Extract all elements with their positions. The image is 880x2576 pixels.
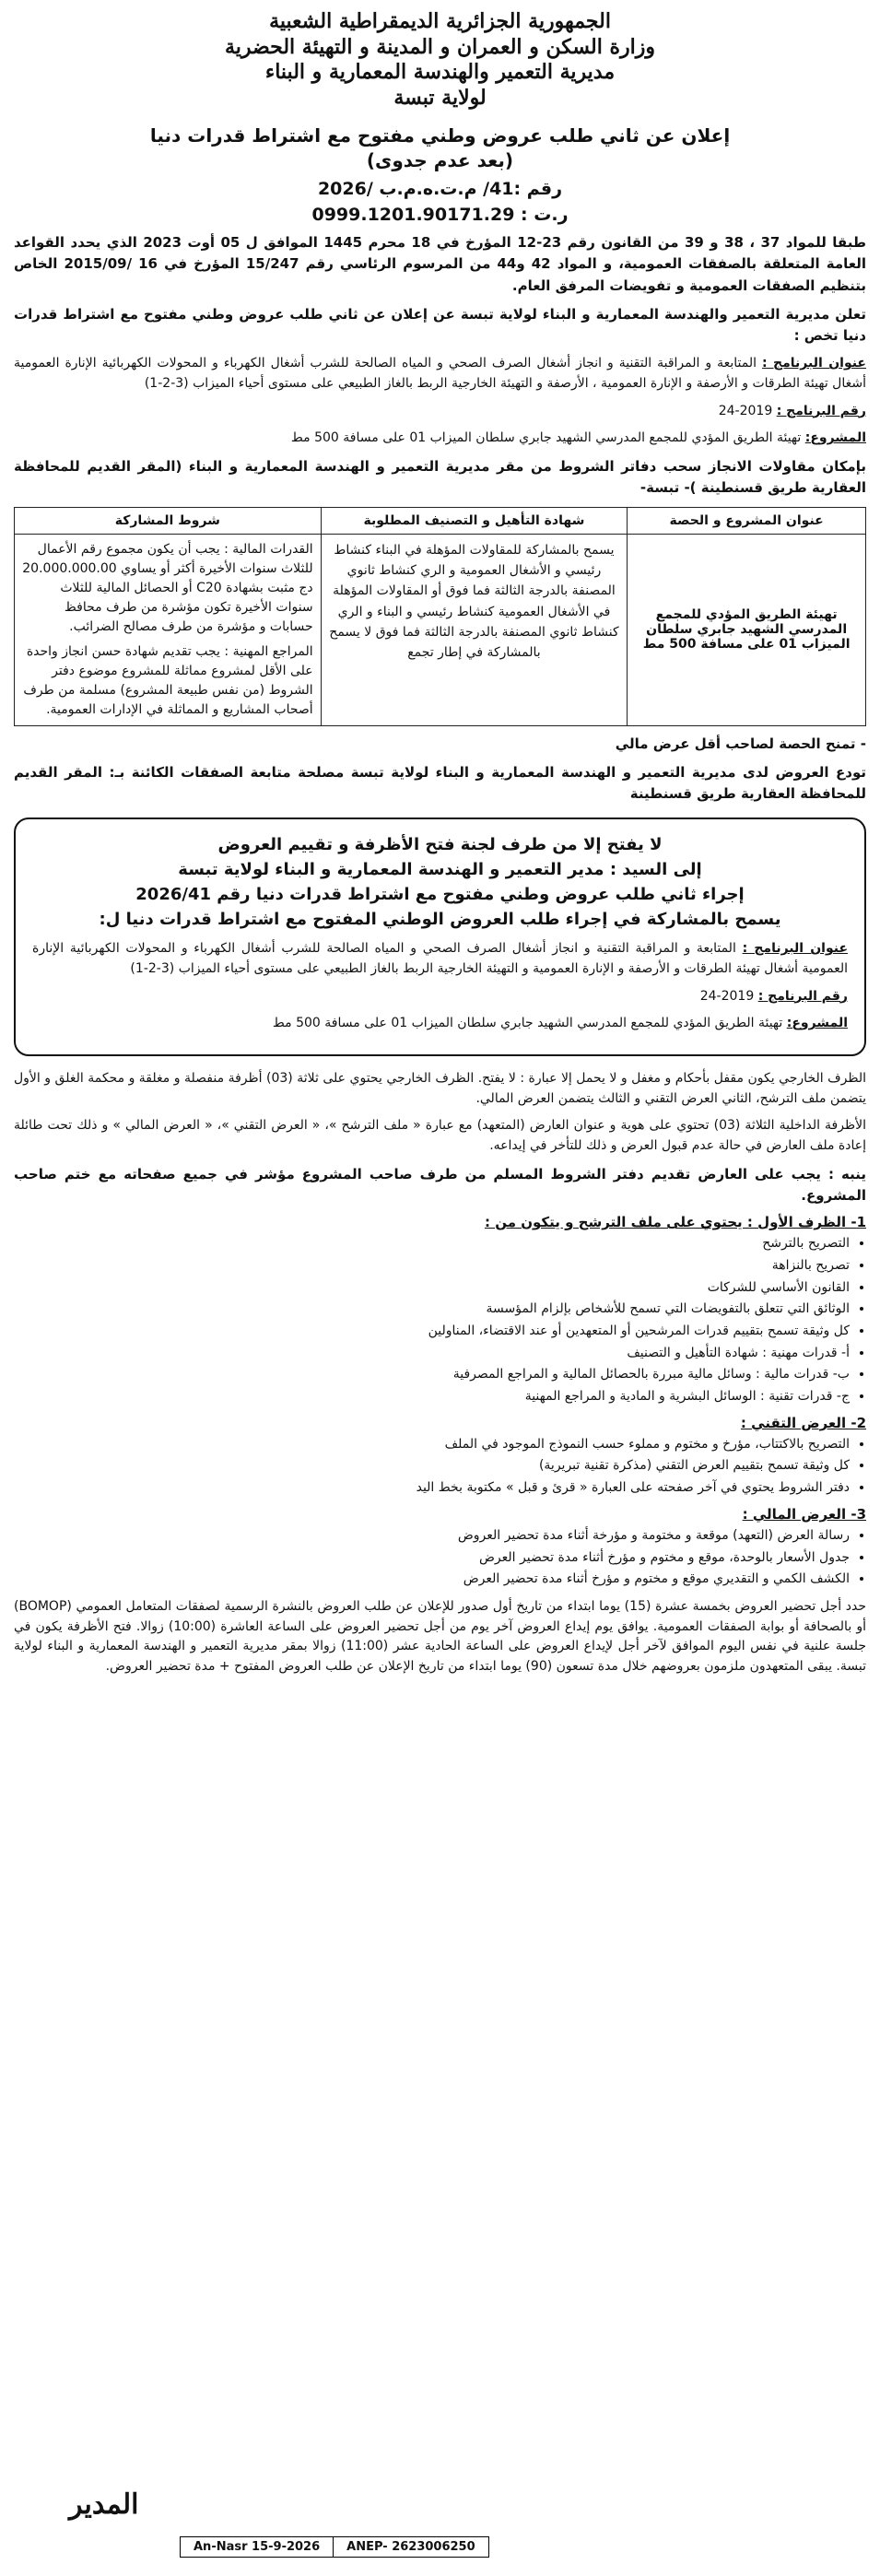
professional-references: المراجع المهنية : يجب تقديم شهادة حسن انجاز واحدة على الأقل لمشروع مماثلة للمشروع موضوع دفتر الشروط (من نفس طبيعة المشروع) مسلمة من طرف أصحاب المشاريع و المماثلة في الإدارات العمومية. bbox=[23, 643, 313, 717]
closing-paragraph: حدد أجل تحضير العروض بخمسة عشرة (15) يوما ابتداء من تاريخ أول صدور للإعلان عن طلب العروض بالنشرة الرسمية لصفقات المتعامل العمومي (BOMOP) أو بالصحافة أو بوابة الصفقات العمومية. يوافق يوم إيداع العروض آخر يوم من أجل تحضير العروض على الساعة العاشرة (10:00) زوالا. فتح الأظرفة يكون في جلسة علنية في نفس اليوم الموافق لآخر أجل لإيداع العروض على الساعة الحادية عشر (11:00) زوالا بمقر مديرية التعمير و الهندسة المعمارية و البناء لولاية تبسة. يبقى المتعهدون ملزمون بعروضهم خلال مدة تسعون (90) يوما ابتداء من تاريخ الإعلان عن طلب العروض المفتوح + مدة تحضير العروض. bbox=[14, 1598, 866, 1674]
announcement-title bbox=[14, 124, 866, 173]
program-block bbox=[14, 354, 866, 394]
anep-reference: ANEP- 2623006250 bbox=[333, 2537, 488, 2557]
announcement-number: رقم :41/ م.ت.ه.م.ب /2026 bbox=[317, 179, 563, 199]
project-text: تهيئة الطريق المؤدي للمجمع المدرسي الشهيد جابري سلطان الميزاب 01 على مسافة 500 مط bbox=[290, 430, 802, 446]
table-header: عنوان المشروع و الحصة bbox=[628, 507, 866, 534]
program-number: 2019-24 bbox=[718, 403, 773, 418]
table-cell-qualification: يسمح بالمشاركة للمقاولات المؤهلة في البناء كنشاط رئيسي و الأشغال العمومية و الري كنشاط ثانوي المصنفة بالدرجة الثالثة فما فوق أو المقاولات المؤهلة في الأشغال العمومية كنشاط رئيسي و البناء و الري كنشاط ثانوي المصنفة بالدرجة الثالثة فما فوق لا يسمح بالمشاركة في إطار تجمع bbox=[321, 534, 628, 725]
table-header: شروط المشاركة bbox=[15, 507, 322, 534]
box-project-label: المشروع: bbox=[786, 1016, 848, 1031]
list-item: • التصريح بالاكتتاب، مؤرخ و مختوم و مملوء حسب النموذج الموجود في الملف bbox=[14, 1435, 850, 1455]
table-header: شهادة التأهيل و التصنيف المطلوبة bbox=[321, 507, 628, 534]
box-project bbox=[32, 1014, 848, 1034]
program-label: عنوان البرنامج : bbox=[762, 356, 867, 371]
newspaper-reference: An-Nasr 15-9-2026 bbox=[194, 2540, 321, 2554]
list-item: • أ- قدرات مهنية : شهادة التأهيل و التصنيف bbox=[14, 1344, 850, 1364]
candidacy-list bbox=[14, 1234, 866, 1407]
envelope-paragraph: الظرف الخارجي يكون مقفل بأحكام و مغفل و لا يحمل إلا عبارة : لا يفتح. الظرف الخارجي يحتوي على ثلاثة (03) أظرفة منفصلة و مغلقة و محكمة الغلق و الأول يتضمن ملف الترشح، الثاني العرض التقني و الثالث يتضمن العرض المالي. bbox=[14, 1071, 866, 1106]
title-text: إعلان عن ثاني طلب عروض وطني مفتوح مع اشتراط قدرات دنيا bbox=[149, 124, 731, 147]
box-program-number-value: 2019-24 bbox=[699, 988, 755, 1004]
withdrawal-location: بإمكان مقاولات الانجاز سحب دفاتر الشروط من مقر مديرية التعمير و الهندسة المعمارية و البناء (المقر القديم للمحافظة العقارية طريق قسنطينة )- تبسة- bbox=[14, 458, 866, 497]
note-paragraph: ينبه : يجب على العارض تقديم دفتر الشروط المسلم من طرف صاحب المشروع مؤشر في جميع صفحاته مع ختم صاحب المشروع. bbox=[14, 1165, 866, 1204]
box-line-2: إلى السيد : مدير التعمير و الهندسة المعمارية و البناء لولاية تبسة bbox=[178, 860, 702, 880]
header-line-3: مديرية التعمير والهندسة المعمارية و البناء bbox=[264, 60, 616, 84]
list-item: • دفتر الشروط يحتوي في آخر صفحته على العبارة « قرئ و قبل » مكتوبة بخط اليد bbox=[14, 1478, 850, 1499]
list-item: • كل وثيقة تسمح بتقييم قدرات المرشحين أو المتعهدين أو عند الاقتضاء، المناولين bbox=[14, 1322, 850, 1342]
list-item: • تصريح بالنزاهة bbox=[14, 1256, 850, 1276]
table-cell-project: تهيئة الطريق المؤدي للمجمع المدرسي الشهيد جابري سلطان الميزاب 01 على مسافة 500 مط bbox=[628, 534, 866, 725]
box-program-number bbox=[32, 987, 848, 1007]
award-note: - تمنح الحصة لصاحب أقل عرض مالي bbox=[615, 735, 866, 752]
header-line-2: وزارة السكن و العمران و المدينة و التهيئة الحضرية bbox=[224, 34, 655, 59]
box-program-label: عنوان البرنامج : bbox=[742, 941, 849, 957]
list-item: • ج- قدرات تقنية : الوسائل البشرية و المادية و المراجع المهنية bbox=[14, 1387, 850, 1407]
technical-title: 2- العرض التقني : bbox=[740, 1414, 866, 1431]
table-row bbox=[15, 534, 866, 725]
box-project-text: تهيئة الطريق المؤدي للمجمع المدرسي الشهيد جابري سلطان الميزاب 01 على مسافة 500 مط bbox=[272, 1016, 783, 1031]
technical-list bbox=[14, 1435, 866, 1499]
intro-paragraph: طبقا للمواد 37 ، 38 و 39 من القانون رقم 23-12 المؤرخ في 18 محرم 1445 الموافق ل 05 أوت 2023 الذي يحدد القواعد العامة المتعلقة بالصفقات العمومية، و المواد 42 و44 من المرسوم الرئاسي رقم 15/247 المؤرخ في 16 /2015/09 الخاص بتنظيم الصفقات العمومية و تفويضات المرفق العام. bbox=[14, 234, 866, 294]
program-number-block bbox=[14, 402, 866, 422]
director-signature: المدير bbox=[69, 2488, 139, 2521]
box-line-1: لا يفتح إلا من طرف لجنة فتح الأظرفة و تقييم العروض bbox=[217, 835, 663, 855]
financial-list bbox=[14, 1526, 866, 1590]
table-header-row bbox=[15, 507, 866, 534]
list-item: • كل وثيقة تسمح بتقييم العرض التقني (مذكرة تقنية تبريرية) bbox=[14, 1456, 850, 1476]
list-item: • القانون الأساسي للشركات bbox=[14, 1278, 850, 1299]
box-line-4: يسمح بالمشاركة في إجراء طلب العروض الوطني المفتوح مع اشتراط قدرات دنيا ل: bbox=[99, 910, 781, 930]
list-item: • جدول الأسعار بالوحدة، موقع و مختوم و مؤرخ أثناء مدة تحضير العرض bbox=[14, 1548, 850, 1569]
box-program bbox=[32, 939, 848, 979]
announcement-rt: ر.ت : 0999.1201.90171.29 bbox=[311, 205, 569, 225]
header-line-1: الجمهورية الجزائرية الديمقراطية الشعبية bbox=[269, 9, 611, 33]
program-text: المتابعة و المراقبة التقنية و انجاز أشغال الصرف الصحي و المياه الصالحة للشرب أشغال الكهرباء و المحولات الكهربائية الإنارة العمومية أشغال تهيئة الطرقات و الأرصفة و الإنارة العمومية ، الأرصفة و التهيئة الخارجية الربط بالغاز الطبيعي على مستوى أحياء الميزاب (3-2-1) bbox=[14, 356, 866, 391]
envelope-box bbox=[14, 817, 866, 1056]
deposit-paragraph: تودع العروض لدى مديرية التعمير و الهندسة المعمارية و البناء لولاية تبسة مصلحة متابعة الصفقات الكائنة بـ: المقر القديم للمحافظة العقارية طريق قسنطينة bbox=[14, 763, 866, 802]
list-item: • الوثائق التي تتعلق بالتفويضات التي تسمح للأشخاص بإلزام المؤسسة bbox=[14, 1300, 850, 1320]
box-program-number-label: رقم البرنامج : bbox=[757, 988, 848, 1004]
list-item: • ب- قدرات مالية : وسائل مالية مبررة بالحصائل المالية و المراجع المصرفية bbox=[14, 1365, 850, 1385]
project-block bbox=[14, 429, 866, 449]
announcement-paragraph: تعلن مديرية التعمير والهندسة المعمارية و البناء لولاية تبسة عن إعلان عن ثاني طلب عروض وطني مفتوح مع اشتراط قدرات دنيا تخص : bbox=[14, 305, 866, 344]
table-cell-conditions bbox=[15, 534, 322, 725]
list-item: • رسالة العرض (التعهد) موقعة و مختومة و مؤرخة أثناء مدة تحضير العروض bbox=[14, 1526, 850, 1547]
list-item: • الكشف الكمي و التقديري موقع و مختوم و مؤرخ أثناء مدة تحضير العرض bbox=[14, 1570, 850, 1590]
subtitle-text: (بعد عدم جدوى) bbox=[366, 149, 514, 171]
header bbox=[14, 9, 866, 111]
financial-title: 3- العرض المالي : bbox=[742, 1505, 866, 1523]
header-line-4: لولاية تبسة bbox=[393, 85, 487, 110]
list-item: • التصريح بالترشح bbox=[14, 1234, 850, 1254]
program-number-label: رقم البرنامج : bbox=[776, 403, 866, 418]
candidacy-title: 1- الظرف الأول : يحتوي على ملف الترشح و يتكون من : bbox=[484, 1214, 866, 1231]
document-page bbox=[14, 9, 866, 2558]
inner-envelopes-paragraph: الأظرفة الداخلية الثلاثة (03) تحتوي على هوية و عنوان العارض (المتعهد) مع عبارة « ملف الترشح »، « العرض التقني »، « العرض المالي » و ذلك تحت طائلة إعادة ملف العارض في حالة عدم قبول العرض و ذلك للتأخر في إيداعه. bbox=[14, 1118, 866, 1154]
project-label: المشروع: bbox=[804, 430, 866, 446]
conditions-table bbox=[14, 507, 866, 726]
publication-footer bbox=[180, 2536, 489, 2558]
financial-capacity: القدرات المالية : يجب أن يكون مجموع رقم الأعمال للثلاث سنوات الأخيرة أكثر أو يساوي 20.000.000.00 دج مثبت بشهادة C20 أو الحصائل المالية للثلاث سنوات الأخيرة تكون مؤشرة من طرف محافظ حسابات و مؤشرة من طرف مصالح الضرائب. bbox=[22, 541, 313, 634]
box-program-text: المتابعة و المراقبة التقنية و انجاز أشغال الصرف الصحي و المياه الصالحة للشرب أشغال الكهرباء و المحولات الكهربائية الإنارة العمومية أشغال تهيئة الطرقات و الأرصفة و الإنارة العمومية و التهيئة الخارجية الربط بالغاز الطبيعي على مستوى أحياء الميزاب (3-2-1) bbox=[32, 941, 848, 976]
box-line-3: إجراء ثاني طلب عروض وطني مفتوح مع اشتراط قدرات دنيا رقم 2026/41 bbox=[135, 885, 745, 905]
